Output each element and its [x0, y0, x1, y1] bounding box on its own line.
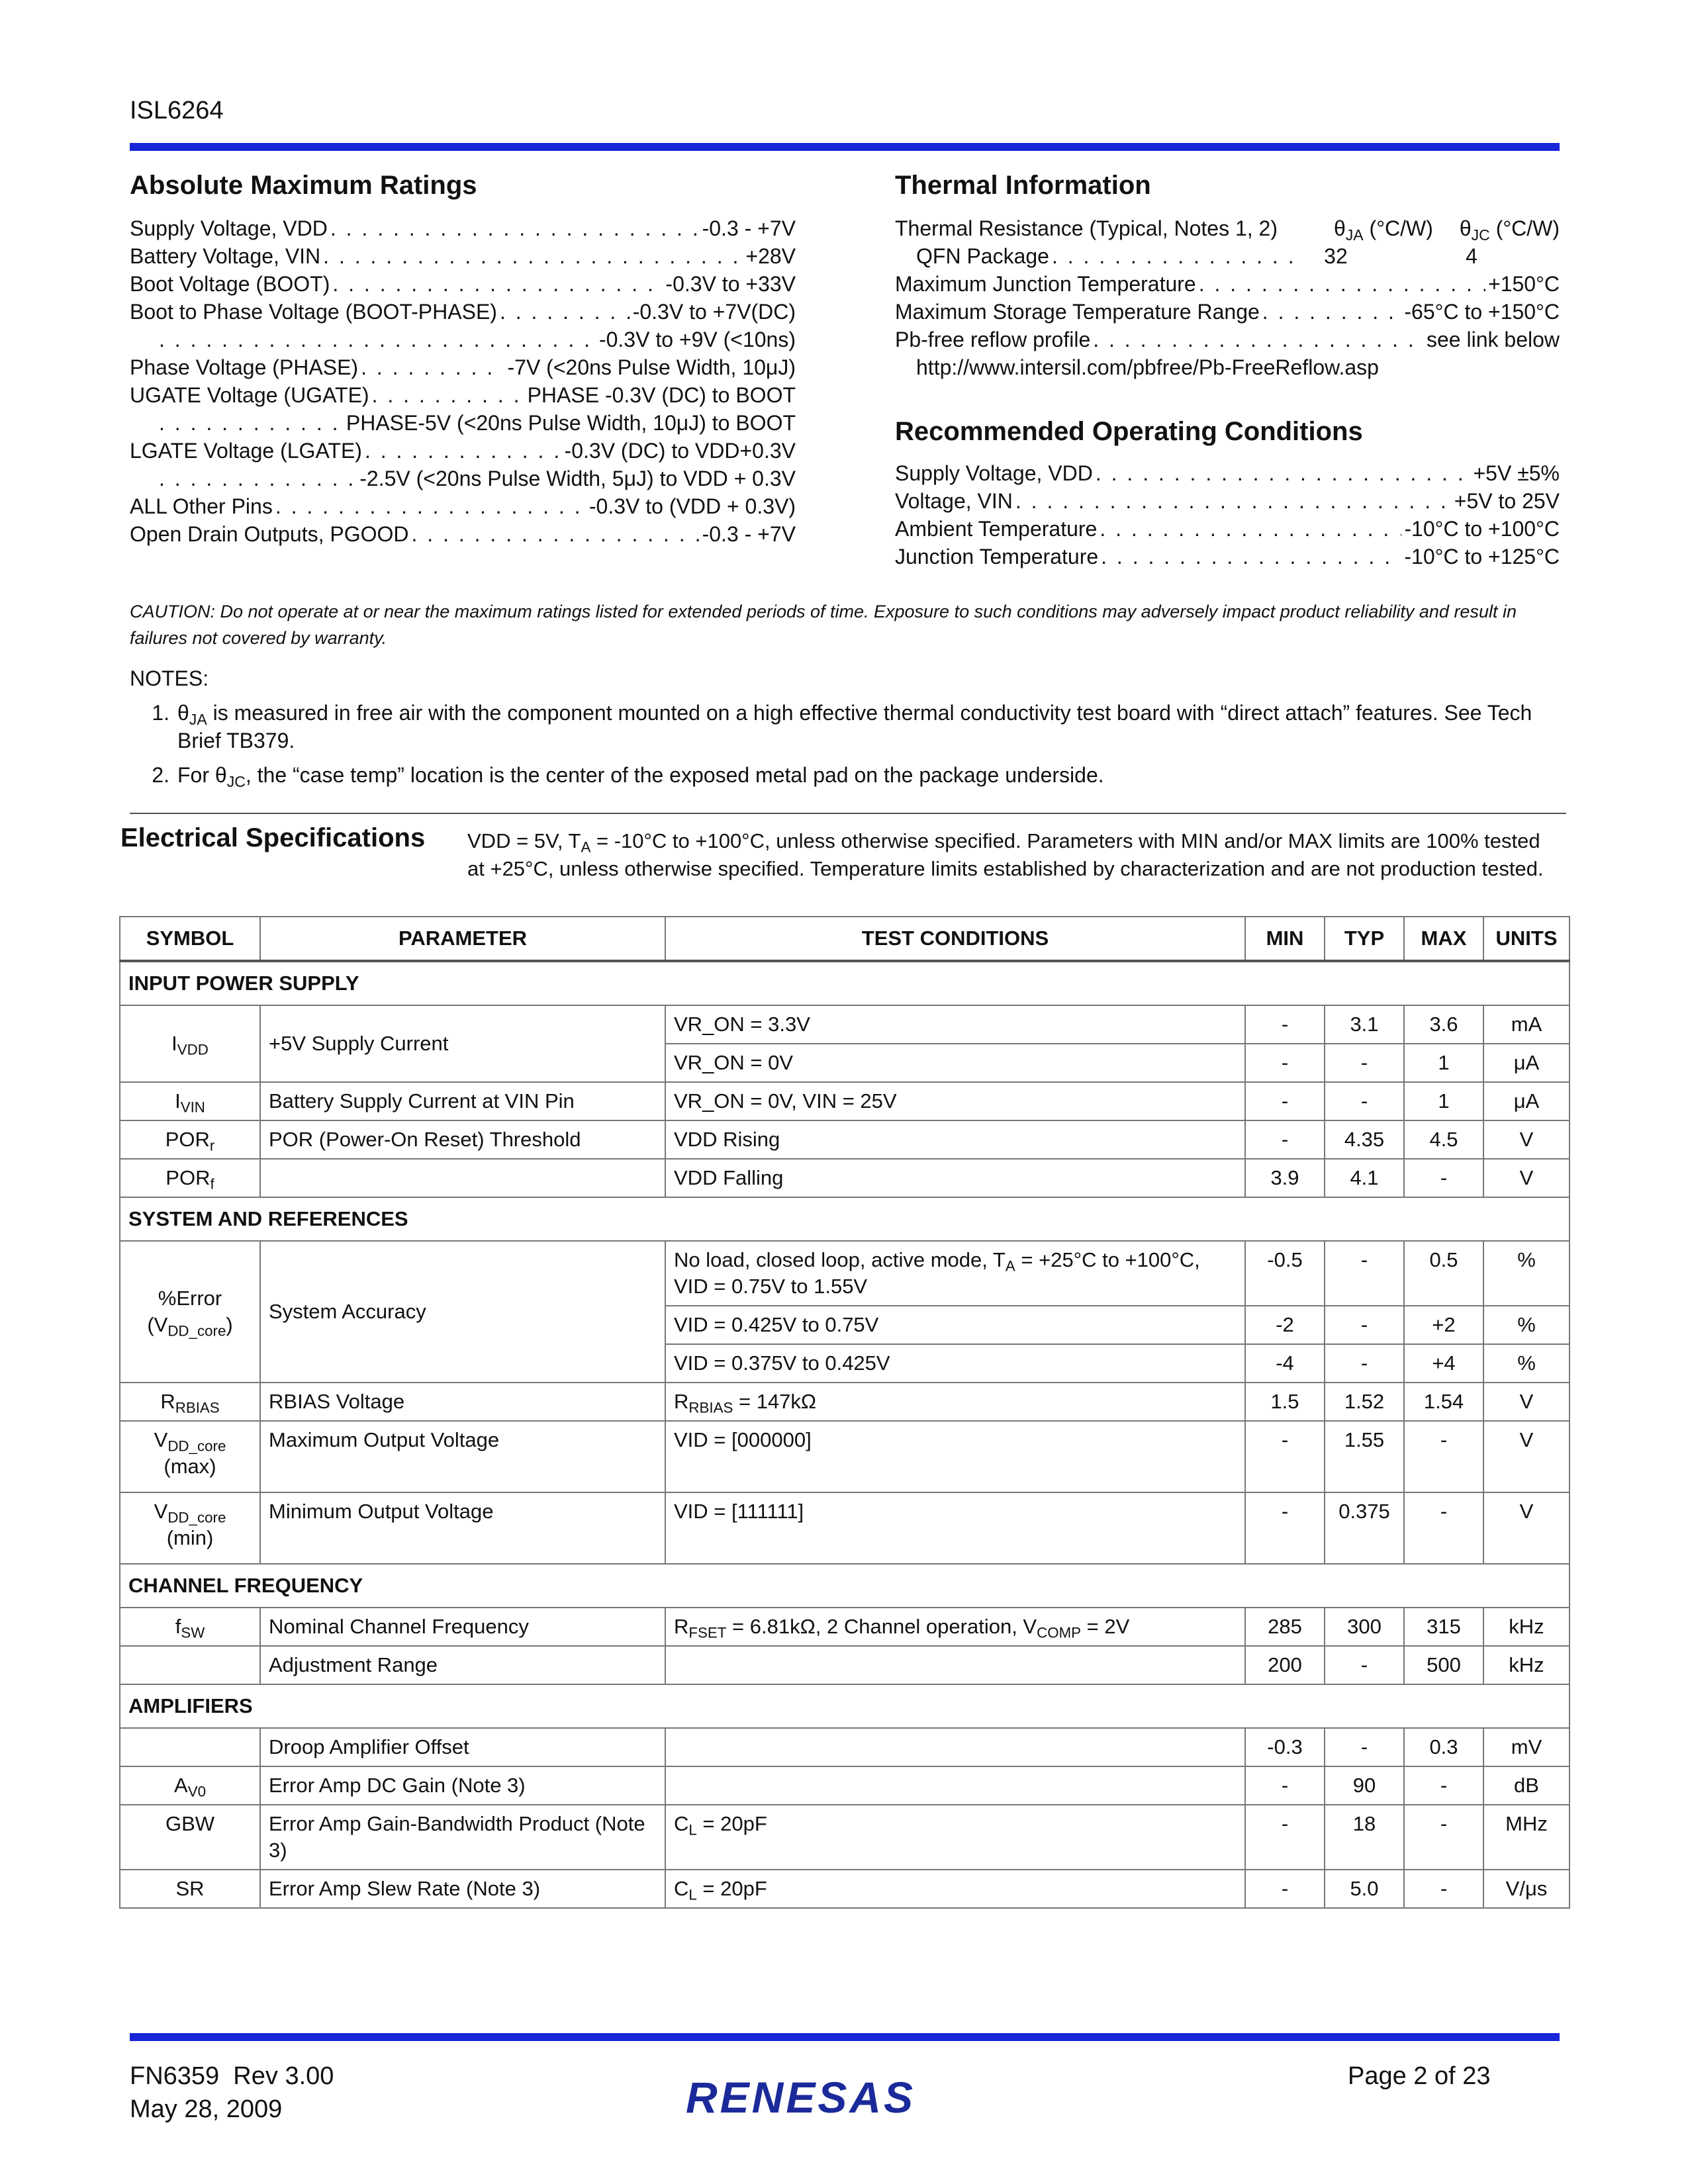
table-row: $R_{RBIAS}$ RBIAS Voltage $R_{RBIAS} = 147k\Omega$ 1.5 1.52 1.54 V	[120, 1383, 1570, 1421]
rec-op-row: Junction Temperature . . . -10°C to +125°C	[895, 543, 1560, 570]
abs-max-row: . . . PHASE-5V (<20ns Pulse Width, 10μJ) to BOOT	[130, 409, 796, 437]
rec-op-list	[895, 459, 1560, 570]
section-row: AMPLIFIERS	[120, 1684, 1570, 1728]
renesas-logo-icon	[686, 2071, 964, 2124]
notes	[130, 664, 1566, 789]
col-max: MAX	[1404, 917, 1483, 961]
reflow-link[interactable]: http://www.intersil.com/pbfree/Pb-FreeReflow.asp	[916, 355, 1379, 379]
thermal-title: Thermal Information	[895, 171, 1151, 200]
rec-op-title: Recommended Operating Conditions	[895, 417, 1363, 446]
table-row: %Error $(V_{DD\_core})$ System Accuracy No load, closed loop, active mode, $T_A = +25^\circ C$ to +100°C, VID = 0.75V to 1.55V -0.5 - 0.5 %	[120, 1241, 1570, 1306]
col-symbol: SYMBOL	[120, 917, 260, 961]
abs-max-row: Open Drain Outputs, PGOOD . . . -0.3 - +7V	[130, 520, 796, 548]
note-1: 1. $\theta_{JA}$ is measured in free air with the component mounted on a high effective thermal conductivity test board with “direct attach” features. See Tech Brief TB379.	[152, 701, 1532, 752]
section-row: SYSTEM AND REFERENCES	[120, 1197, 1570, 1241]
abs-max-row: Boot Voltage (BOOT) . . . -0.3V to +33V	[130, 270, 796, 298]
thermal-row: Maximum Junction Temperature . . . +150°C	[895, 270, 1560, 298]
col-parameter: PARAMETER	[260, 917, 665, 961]
footer-doc-id: FN6359 Rev 3.00	[130, 2062, 334, 2090]
col-conditions: TEST CONDITIONS	[665, 917, 1245, 961]
table-row: $POR_f$ VDD Falling 3.9 4.1 - V	[120, 1159, 1570, 1197]
section-divider	[130, 813, 1566, 814]
thermal-list	[895, 214, 1560, 381]
table-row: SR Error Amp Slew Rate (Note 3) $C_L = 20pF$ - 5.0 - V/μs	[120, 1870, 1570, 1908]
section-row: INPUT POWER SUPPLY	[120, 961, 1570, 1005]
table-row: Adjustment Range 200 - 500 kHz	[120, 1646, 1570, 1684]
thermal-row: Maximum Storage Temperature Range . . . -65°C to +150°C	[895, 298, 1560, 326]
symbol-sr: SR	[120, 1870, 260, 1908]
page-header-part-number: ISL6264	[130, 97, 224, 124]
symbol-rbias: $R_{RBIAS}$	[120, 1383, 260, 1421]
abs-max-row: Supply Voltage, VDD . . . -0.3 - +7V	[130, 214, 796, 242]
thermal-row: Pb-free reflow profile . . . see link below	[895, 326, 1560, 353]
abs-max-row: Boot to Phase Voltage (BOOT-PHASE) . . . -0.3V to +7V(DC)	[130, 298, 796, 326]
col-min: MIN	[1245, 917, 1325, 961]
rec-op-row: Voltage, VIN . . . +5V to 25V	[895, 487, 1560, 515]
thermal-package-row: QFN Package . . . 32 4	[895, 242, 1560, 270]
table-row: VR_ON = 0V - - 1 μA	[120, 1044, 1570, 1082]
footer-date: May 28, 2009	[130, 2095, 283, 2123]
abs-max-row: LGATE Voltage (LGATE) . . . -0.3V (DC) to VDD+0.3V	[130, 437, 796, 465]
symbol-ivdd: $I_{VDD}$	[120, 1005, 260, 1082]
symbol-vdd-max: $V_{DD\_core}$ (max)	[120, 1421, 260, 1492]
table-row: Droop Amplifier Offset -0.3 - 0.3 mV	[120, 1728, 1570, 1766]
abs-max-list	[130, 214, 796, 548]
table-row: VID = 0.425V to 0.75V -2 - +2 %	[120, 1306, 1570, 1344]
renesas-logo	[686, 2071, 964, 2128]
col-typ: TYP	[1325, 917, 1404, 961]
section-row: CHANNEL FREQUENCY	[120, 1564, 1570, 1608]
header-rule	[130, 143, 1560, 151]
table-row: $V_{DD\_core}$ (min) Minimum Output Voltage VID = [111111] - 0.375 - V	[120, 1492, 1570, 1564]
abs-max-row: . . . -2.5V (<20ns Pulse Width, 5μJ) to VDD + 0.3V	[130, 465, 796, 492]
footer-rule	[130, 2033, 1560, 2041]
svg-text:RENESAS: RENESAS	[686, 2073, 916, 2122]
symbol-error: %Error $(V_{DD\_core})$	[120, 1241, 260, 1383]
rec-op-row: Ambient Temperature . . . -10°C to +100°C	[895, 515, 1560, 543]
abs-max-row: UGATE Voltage (UGATE) . . . PHASE -0.3V (DC) to BOOT	[130, 381, 796, 409]
abs-max-row: Phase Voltage (PHASE) . . . -7V (<20ns Pulse Width, 10μJ)	[130, 353, 796, 381]
symbol-porf: $POR_f$	[120, 1159, 260, 1197]
theta-ja-heading: $\theta_{JA}$ (°C/W)	[1333, 216, 1433, 244]
symbol-porr: $POR_r$	[120, 1120, 260, 1159]
table-header-row	[120, 917, 1570, 961]
symbol-vdd-min: $V_{DD\_core}$ (min)	[120, 1492, 260, 1564]
elec-spec-table	[119, 916, 1570, 1909]
table-row: $f_{SW}$ Nominal Channel Frequency $R_{FSET} = 6.81k\Omega$, 2 Channel operation, $V_{COMP} = 2V$ 285 300 315 kHz	[120, 1608, 1570, 1646]
table-row: $I_{VIN}$ Battery Supply Current at VIN Pin VR_ON = 0V, VIN = 25V - - 1 μA	[120, 1082, 1570, 1120]
footer-doc	[130, 2060, 334, 2126]
table-row: VID = 0.375V to 0.425V -4 - +4 %	[120, 1344, 1570, 1383]
table-row: $I_{VDD}$ +5V Supply Current VR_ON = 3.3V - 3.1 3.6 mA	[120, 1005, 1570, 1044]
table-row: GBW Error Amp Gain-Bandwidth Product (Note 3) $C_L = 20pF$ - 18 - MHz	[120, 1805, 1570, 1870]
symbol-ivin: $I_{VIN}$	[120, 1082, 260, 1120]
elec-spec-title: Electrical Specifications	[120, 823, 426, 852]
caution-text: CAUTION: Do not operate at or near the maximum ratings listed for extended periods of time. Exposure to such conditions may adversely impact product reliability and result in failures not covered by warranty.	[130, 602, 1517, 648]
table-row: $POR_r$ POR (Power-On Reset) Threshold VDD Rising - 4.35 4.5 V	[120, 1120, 1570, 1159]
col-units: UNITS	[1483, 917, 1570, 961]
rec-op-row: Supply Voltage, VDD . . . +5V ±5%	[895, 459, 1560, 487]
abs-max-row: Battery Voltage, VIN . . . +28V	[130, 242, 796, 270]
abs-max-row: . . . -0.3V to +9V (<10ns)	[130, 326, 796, 353]
theta-jc-heading: $\theta_{JC}$ (°C/W)	[1459, 216, 1560, 244]
table-row: $A_{V0}$ Error Amp DC Gain (Note 3) - 90 - dB	[120, 1766, 1570, 1805]
table-row: $V_{DD\_core}$ (max) Maximum Output Voltage VID = [000000] - 1.55 - V	[120, 1421, 1570, 1492]
thermal-header-row: Thermal Resistance (Typical, Notes 1, 2) $\theta_{JA}$ (°C/W) $\theta_{JC}$ (°C/W)	[895, 214, 1560, 242]
note-2: 2. For $\theta_{JC}$, the “case temp” location is the center of the exposed metal pad on the package underside.	[152, 763, 1104, 790]
elec-spec-description: VDD = 5V, $T_A = -10^\circ C$ to +100°C, unless otherwise specified. Parameters with MIN and/or MAX limits are 100% tested at +25°C, unless otherwise specified. Temperature limits established by characterization and are not production tested.	[467, 829, 1544, 880]
footer-page-number: Page 2 of 23	[1348, 2062, 1491, 2090]
symbol-gbw: GBW	[120, 1805, 260, 1870]
abs-max-title: Absolute Maximum Ratings	[130, 171, 477, 200]
notes-heading: NOTES:	[130, 666, 209, 690]
abs-max-row: ALL Other Pins . . . -0.3V to (VDD + 0.3V)	[130, 492, 796, 520]
symbol-av0: $A_{V0}$	[120, 1766, 260, 1805]
symbol-fsw: $f_{SW}$	[120, 1608, 260, 1646]
